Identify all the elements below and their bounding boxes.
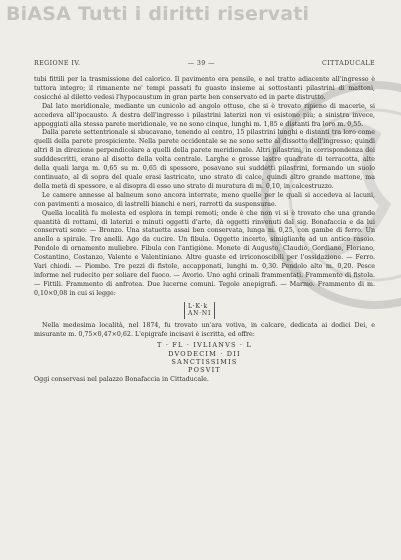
page-number: — 39 — — [187, 60, 215, 67]
paragraph: Quella località fu molesta ed esplora in tempi remoti; onde è che non vi si è trovato che una grande quantità di rottami, di laterizi e minuti oggetti d'arte, dà oggetti rinvenuti dal sig. Bonafaccia e da lui conservati sono: — Bronzo. Una statuetta assai ben conservata, lunga m. 0,25, con gambe di ferro. Un anello a spirale. Tre anelli. Ago da cucire. Un fibula. Oggetto incerto, simigliante ad un antico rasoio. Pendolo di ornamento muliebre. Fibula con l'antigiòne. Monete di Augusto, Claudio, Gordiano, Floriano, Costantino, Costanzo, Valente e Valentiniano. Altre guaste ed irriconoscibili per l'ossidazione. — Ferro. Vari chiodi. — Piombo. Tre pezzi di fistole, accapponati, lunghi m. 0,30. Pendolo alto m. 0,20. Pesce informe nel rudecito per soliare del fuoco. — Avorio. Uno aghi crinali frammentati. Frammento di fistola. — Fittili. Frammento di anfrotea. Due lucerne comuni. Tegole anepigrafi. — Marmo. Frammento di m. 0,10×0,08 in cui si legge: — [34, 209, 375, 297]
inscription-ara — [34, 341, 375, 374]
paragraph: Le camere annesse al balneum sono ancora interrate, meno quelle per le quali si accedeva ai lacuni, con pavimenti a mosaico, di lastrelli bianchi e neri, rarrotti da suspensurae. — [34, 191, 375, 208]
body-text — [34, 76, 375, 385]
paragraph: Nella medesima località, nel 1874, fu trovato un'ara votiva, in calcare, dedicata ai dodici Dei, e misurante m. 0,75×0,47×0,62. L'epigrafe incisavi è iscritta, ed offre: — [34, 321, 375, 338]
running-header — [34, 60, 375, 67]
watermark — [6, 3, 309, 25]
inscription-line: T · FL · IVLIANVS · L — [157, 341, 252, 350]
inscription-line: AN·NI — [188, 310, 212, 318]
inscription-line: SANCTISSIMIS — [171, 357, 238, 366]
inscription-line: POSVIT — [188, 366, 221, 375]
inscription-fragment — [184, 302, 215, 319]
header-place: CITTADUCALE — [322, 60, 375, 67]
header-region: REGIONE IV. — [34, 60, 81, 67]
inscription-line: DVODECIM · DII — [168, 349, 241, 358]
closing-line: Oggi conservasi nel palazzo Bonafaccia in Cittaducale. — [34, 376, 209, 384]
inscription-line: L·K·k — [188, 302, 208, 310]
paragraph: Dalla parete settentrionale si sbucavano, tenendo al centro, 15 pilastrini lunghi e distanti tra loro come quelli della parete prospiciente. Nella parete occidentale se ne sono sette al dissotto dell'ingresso; quindi altri 8 in direzione perpendicolare a quelli della parete meridionale. Altri pilastrini, in corrispondenza dei sudddescritti, erano al disotto della volta centrale. Larghe e grosse lastre quadrate di terracotta, alte della quali larga m. 0,65 su m. 0,65 di spessore, posavano sui suddetti pilastrini, formando un suolo continuato, al di sopra del quale erasi lastricato, uno strato di calce, quindi altro grande mattone, ma della metà di spessore, e al disopra di esso uno strato di muratura di m. 0,10, in calcestruzzo. — [34, 129, 375, 190]
paragraph: tubi fittili per la trasmissione del calorico. Il pavimento era pensile, e nel tratto adiacente all'ingresso è tuttora integro; il rimanente ne' tempi passati fu guasto insieme ai sottostanti pilastrini di mattoni, cosicché al diletto vedesi l'hypocaustum in gran parte ben conservato ed in parte distrutto. — [34, 76, 375, 101]
paragraph: Dal lato meridionale, mediante un cunicolo ad angolo ottuso, che si è trovato ripieno di macerie, si accedeva all'ipocausto. A destra dell'ingresso i pilastrini laterizi non vi esistono più; a sinistra invece, appoggiati alla stessa parete meridionale, ve ne sono cinque, lunghi m. 1,85 e distanti fra loro m. 0,55. — [34, 102, 375, 128]
watermark-text: BiASA Tutti i diritti riservati — [6, 3, 310, 25]
